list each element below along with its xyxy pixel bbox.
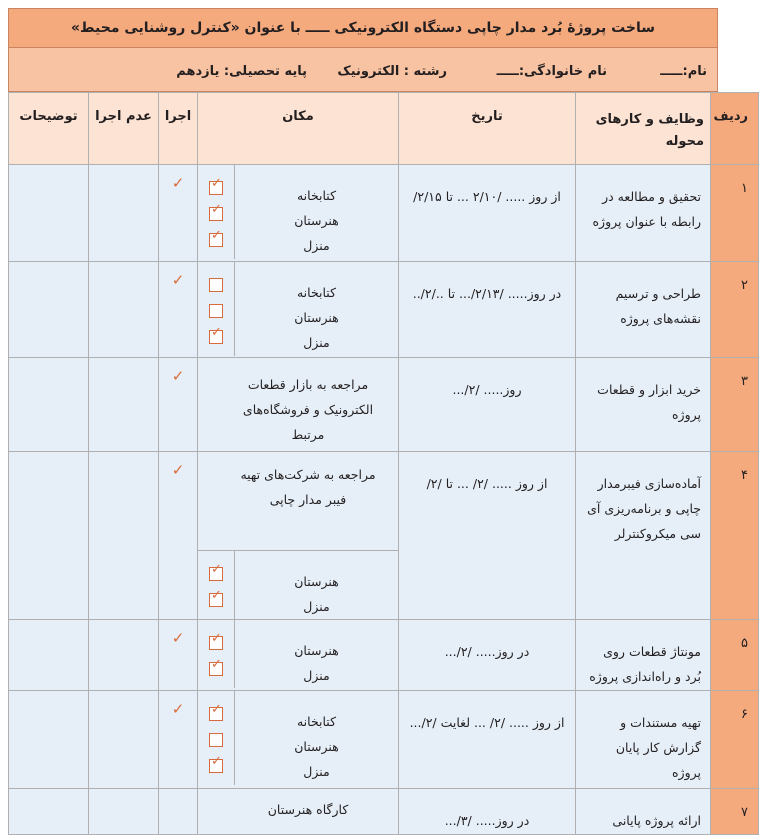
done-check-icon: ✓ (171, 271, 185, 289)
place-name: هنرستان (294, 643, 339, 658)
place-name: منزل (303, 764, 330, 779)
notes-cell (9, 620, 89, 691)
check-mark-icon: ✓ (211, 588, 222, 603)
checked-box-icon[interactable] (209, 754, 223, 773)
check-mark-icon: ✓ (211, 325, 222, 340)
done-cell (159, 691, 198, 789)
place-cell (198, 262, 399, 358)
table-row (9, 789, 759, 835)
checked-box-icon[interactable] (209, 657, 223, 676)
place-name: هنرستان (294, 213, 339, 228)
checked-box-icon[interactable] (209, 228, 223, 247)
empty-box-icon[interactable] (209, 733, 223, 747)
place-checkboxes (198, 551, 235, 619)
header-done: اجرا (159, 93, 198, 165)
title-text: ساخت پروژهٔ بُرد مدار چاپی دستگاه الکترونیکی ـــــ با عنوان «کنترل روشنایی محیط» (70, 20, 656, 36)
table-row (9, 691, 759, 789)
not-done-cell (89, 620, 159, 691)
table-row (9, 165, 759, 262)
place-cell (198, 165, 399, 262)
done-check-icon: ✓ (171, 461, 185, 479)
notes-cell (9, 358, 89, 452)
check-mark-icon: ✓ (211, 562, 222, 577)
done-check-icon: ✓ (171, 700, 185, 718)
task-text: خرید ابزار و قطعات پروژه (597, 382, 701, 422)
header-place: مکان (198, 93, 399, 165)
checked-box-icon[interactable] (209, 631, 223, 650)
place-names (235, 620, 398, 688)
date-cell (399, 262, 576, 358)
student-grade: پایه تحصیلی: یازدهم (176, 64, 307, 79)
place-name: کتابخانه (296, 188, 337, 203)
place-cell (198, 789, 399, 835)
place-name: هنرستان (294, 739, 339, 754)
table-row (9, 358, 759, 452)
place-name: هنرستان (294, 310, 339, 325)
place-checkboxes (198, 262, 235, 356)
table-row (9, 620, 759, 691)
date-text: از روز ..... /۲/ ... تا /۲/ (426, 476, 548, 491)
place-description-block (198, 452, 398, 551)
place-name: کتابخانه (296, 714, 337, 729)
student-field-of-study: رشته : الکترونیک (337, 64, 447, 79)
table-row (9, 262, 759, 358)
place-name: منزل (303, 599, 330, 614)
task-text: ارائه پروژه پایانی (612, 813, 701, 828)
task-text: آماده‌سازی فیبرمدار چاپی و برنامه‌ریزی آی سی میکروکنترلر (587, 476, 701, 541)
place-cell (198, 691, 399, 789)
tasks-table (8, 92, 759, 835)
place-options (198, 165, 398, 259)
notes-cell (9, 262, 89, 358)
done-cell (159, 165, 198, 262)
not-done-cell (89, 452, 159, 620)
date-text: از روز ..... /۲/ ... لغایت /۲/... (409, 715, 565, 730)
place-description: مراجعه به بازار قطعات الکترونیک و فروشگاه‌های مرتبط (242, 377, 374, 442)
done-check-icon: ✓ (171, 174, 185, 192)
header-tasks-label: وظایف و کارهای محوله (595, 112, 704, 149)
place-checkboxes (198, 165, 235, 259)
date-cell (399, 691, 576, 789)
checked-box-icon[interactable] (209, 202, 223, 221)
date-cell (399, 789, 576, 835)
place-name: منزل (303, 238, 330, 253)
not-done-cell (89, 165, 159, 262)
checked-box-icon[interactable] (209, 325, 223, 344)
header-row-number: ردیف (711, 93, 759, 165)
notes-cell (9, 789, 89, 835)
place-options (198, 262, 398, 356)
place-cell (198, 620, 399, 691)
date-cell (399, 358, 576, 452)
done-cell (159, 358, 198, 452)
done-check-icon: ✓ (171, 629, 185, 647)
header-date: تاریخ (399, 93, 576, 165)
done-cell (159, 620, 198, 691)
check-mark-icon: ✓ (211, 202, 222, 217)
row-number: ۲ (711, 262, 759, 358)
row-number: ۷ (711, 789, 759, 835)
student-name-field: نام:ـــــ (660, 64, 707, 79)
task-text: تهیه مستندات و گزارش کار پایان پروژه (615, 715, 701, 780)
header-notes: توضیحات (9, 93, 89, 165)
place-name: کتابخانه (296, 285, 337, 300)
done-cell (159, 262, 198, 358)
task-cell (576, 691, 711, 789)
check-mark-icon: ✓ (211, 754, 222, 769)
checked-box-icon[interactable] (209, 588, 223, 607)
place-description: کارگاه هنرستان (267, 802, 349, 817)
date-text: در روز..... /۲/۱۳/... تا ../۲/.. (412, 286, 562, 301)
place-description: مراجعه به شرکت‌های تهیه فیبر مدار چاپی (240, 467, 376, 507)
task-cell (576, 789, 711, 835)
place-name: منزل (303, 668, 330, 683)
row-number: ۵ (711, 620, 759, 691)
task-cell (576, 452, 711, 620)
check-mark-icon: ✓ (211, 631, 222, 646)
place-cell (198, 358, 399, 452)
place-options (198, 691, 398, 785)
task-text: طراحی و ترسیم نقشه‌های پروژه (615, 286, 701, 326)
row-number: ۴ (711, 452, 759, 620)
date-text: در روز..... /۳/... (444, 813, 530, 828)
place-names (235, 691, 398, 785)
task-text: مونتاژ قطعات روی بُرد و راه‌اندازی پروژه (589, 644, 701, 684)
date-cell (399, 165, 576, 262)
row-number: ۱ (711, 165, 759, 262)
place-names (235, 551, 398, 619)
checked-box-icon[interactable] (209, 702, 223, 721)
document-title (8, 8, 718, 48)
header-tasks (576, 93, 711, 165)
place-checkboxes (198, 620, 235, 688)
date-cell (399, 452, 576, 620)
notes-cell (9, 165, 89, 262)
date-text: از روز ..... /۲/۱۰ ... تا ۲/۱۵/ (413, 189, 561, 204)
not-done-cell (89, 789, 159, 835)
place-names (235, 262, 398, 356)
header-not-done: عدم اجرا (89, 93, 159, 165)
notes-cell (9, 452, 89, 620)
check-mark-icon: ✓ (211, 228, 222, 243)
not-done-cell (89, 358, 159, 452)
task-cell (576, 358, 711, 452)
task-cell (576, 262, 711, 358)
checked-box-icon[interactable] (209, 176, 223, 195)
empty-box-icon[interactable] (209, 304, 223, 318)
row-number: ۳ (711, 358, 759, 452)
checked-box-icon[interactable] (209, 562, 223, 581)
notes-cell (9, 691, 89, 789)
table-header-row (9, 93, 759, 165)
student-family-field: نام خانوادگی:ـــــ (496, 64, 607, 79)
check-mark-icon: ✓ (211, 702, 222, 717)
place-cell (198, 452, 399, 620)
task-text: تحقیق و مطالعه در رابطه با عنوان پروژه (592, 189, 701, 229)
check-mark-icon: ✓ (211, 657, 222, 672)
task-cell (576, 165, 711, 262)
place-names (235, 165, 398, 259)
table-row (9, 452, 759, 620)
date-text: روز..... /۲/... (452, 382, 522, 397)
place-name: هنرستان (294, 574, 339, 589)
empty-box-icon[interactable] (209, 278, 223, 292)
not-done-cell (89, 262, 159, 358)
date-cell (399, 620, 576, 691)
place-options (198, 620, 398, 688)
place-name: منزل (303, 335, 330, 350)
task-cell (576, 620, 711, 691)
not-done-cell (89, 691, 159, 789)
place-options (198, 551, 398, 619)
done-cell (159, 452, 198, 620)
done-cell (159, 789, 198, 835)
student-info-bar (8, 48, 718, 92)
check-mark-icon: ✓ (211, 176, 222, 191)
place-checkboxes (198, 691, 235, 785)
date-text: در روز..... /۲/... (444, 644, 530, 659)
done-check-icon: ✓ (171, 367, 185, 385)
row-number: ۶ (711, 691, 759, 789)
